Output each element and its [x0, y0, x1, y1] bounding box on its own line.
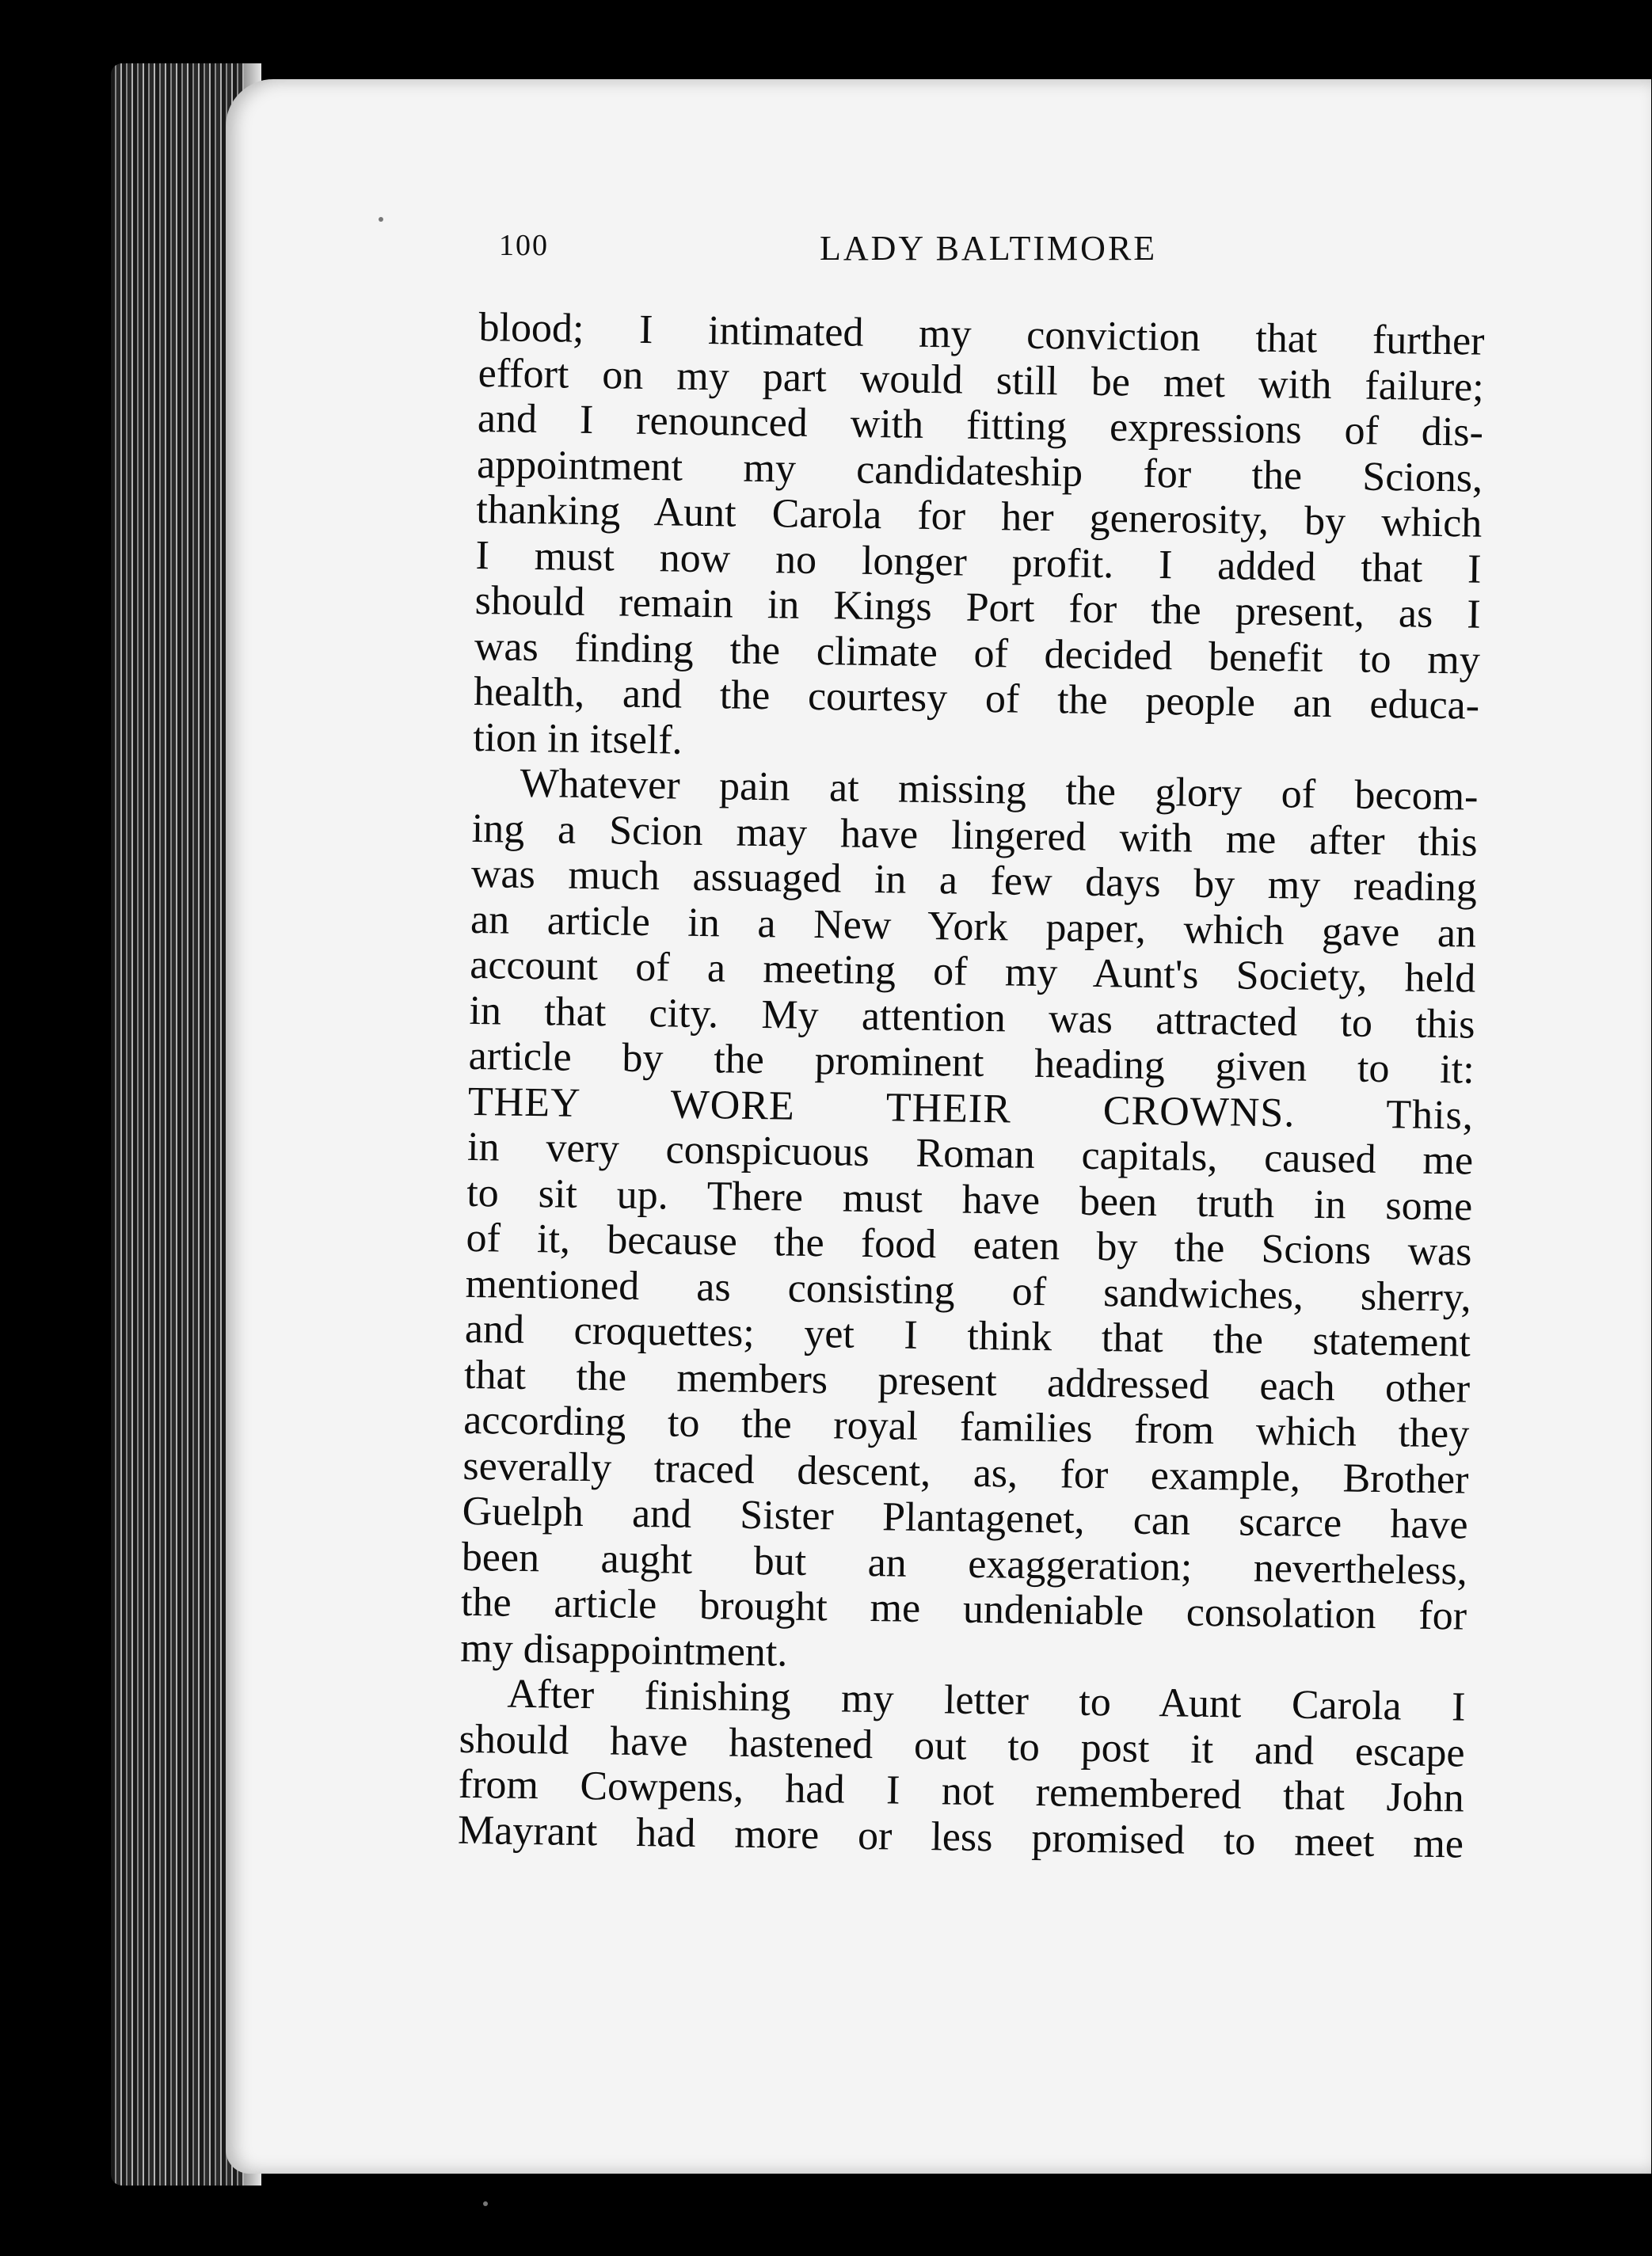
text-line: severally traced descent, as, for example, Brother — [462, 1443, 1469, 1503]
text-line: an article in a New York paper, which gave an — [470, 896, 1477, 957]
paragraph-end-line: my disappointment. — [459, 1625, 788, 1676]
text-line: account of a meeting of my Aunt's Society, held — [469, 942, 1476, 1002]
text-line: to sit up. There must have been truth in some — [466, 1170, 1473, 1230]
text-line: blood; I intimated my conviction that further — [478, 305, 1485, 364]
text-line: according to the royal families from which they — [462, 1397, 1470, 1457]
text-line: should remain in Kings Port for the present, as I — [474, 577, 1482, 637]
paragraph-start-line: Whatever pain at missing the glory of becom- — [520, 760, 1479, 820]
text-line: been aught but an exaggeration; nevertheless, — [461, 1534, 1468, 1594]
paragraph-start-line: After finishing my letter to Aunt Carola I — [507, 1671, 1466, 1730]
text-line: the article brought me undeniable consolation for — [460, 1579, 1467, 1639]
body-text — [456, 305, 1485, 1950]
text-line: Guelph and Sister Plantagenet, can scarce have — [462, 1488, 1469, 1548]
scan-speck — [483, 2201, 488, 2206]
text-line: effort on my part would still be met with failure; — [478, 350, 1485, 410]
text-line: Mayrant had more or less promised to meet me — [457, 1807, 1464, 1867]
page-number: 100 — [499, 229, 549, 262]
heading-quote-line: THEY WORE THEIR CROWNS. This, — [467, 1079, 1475, 1139]
text-line: thanking Aunt Carola for her generosity, by which — [475, 486, 1483, 546]
text-line: in very conspicuous Roman capitals, caused me — [466, 1124, 1474, 1184]
text-line: and croquettes; yet I think that the statement — [464, 1306, 1471, 1366]
running-head — [499, 228, 1489, 276]
running-title: LADY BALTIMORE — [820, 229, 1158, 268]
paragraph-end-line: tion in itself. — [472, 714, 683, 763]
text-line: I must now no longer profit. I added that I — [475, 532, 1482, 592]
text-line: was finding the climate of decided benefit to my — [474, 623, 1481, 683]
text-line: should have hastened out to post it and escape — [459, 1716, 1465, 1776]
text-line: of it, because the food eaten by the Scions was — [466, 1215, 1472, 1275]
text-line: in that city. My attention was attracted to this — [469, 987, 1475, 1048]
text-line: was much assuaged in a few days by my reading — [470, 850, 1478, 911]
text-line: that the members present addressed each other — [463, 1352, 1471, 1412]
text-line: mentioned as consisting of sandwiches, sherry, — [465, 1261, 1472, 1321]
text-line: health, and the courtesy of the people an educa- — [473, 668, 1480, 729]
text-line: ing a Scion may have lingered with me after this — [471, 805, 1479, 865]
text-line: article by the prominent heading given to it: — [468, 1033, 1475, 1093]
scan-speck — [379, 217, 383, 222]
text-line: from Cowpens, had I not remembered that John — [458, 1761, 1465, 1821]
text-line: and I renounced with fitting expressions of dis- — [477, 395, 1484, 455]
text-line: appointment my candidateship for the Scions, — [476, 441, 1483, 501]
